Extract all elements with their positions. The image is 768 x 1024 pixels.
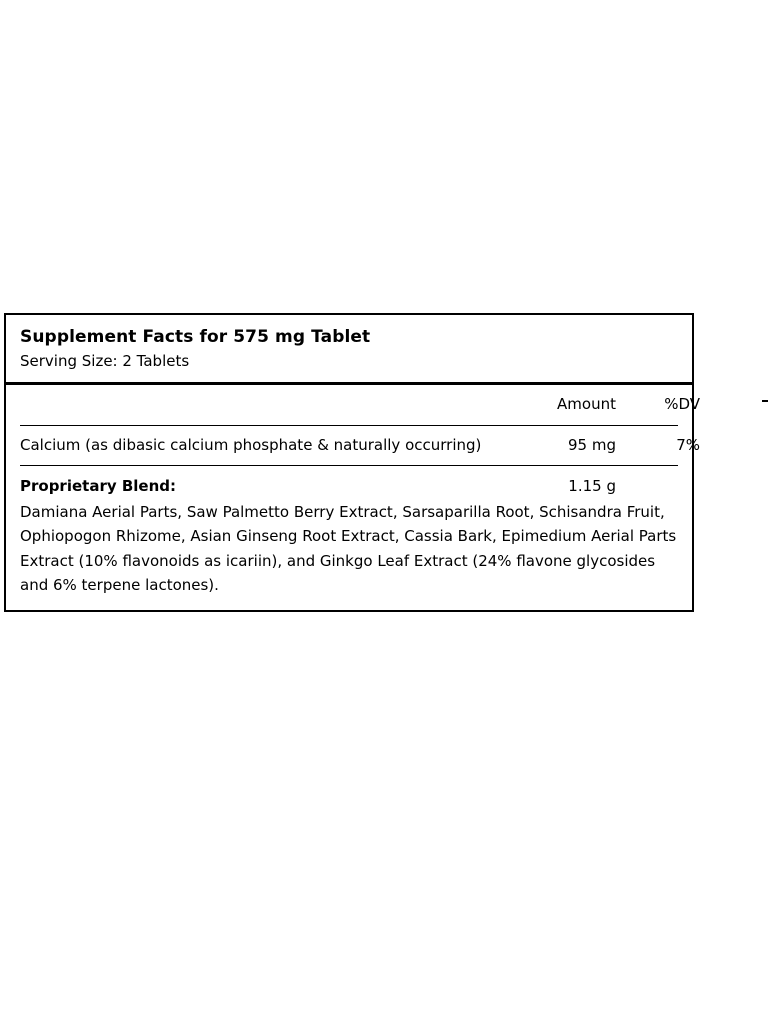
blend-ingredients: Damiana Aerial Parts, Saw Palmetto Berry Extract, Sarsaparilla Root, Schisandra Fruit, Ophiopogon Rhizome, Asian Ginseng Root Extract, Cassia Bark, Epimedium Aerial Parts Extract (10% flavonoids as icariin), and Ginkgo Leaf Extract (24% flavone glycosides and 6% terpene lactones).	[20, 502, 677, 595]
table-row	[6, 466, 714, 500]
nutrient-amount: 95 mg	[568, 435, 616, 454]
nutrient-name: Calcium (as dibasic calcium phosphate & naturally occurring)	[20, 435, 482, 454]
edge-tick-mark	[762, 400, 768, 402]
nutrient-dv: 7%	[676, 435, 700, 454]
table-header-row	[6, 385, 714, 425]
column-header-dv: %DV	[664, 395, 700, 414]
page-title: Supplement Facts for 575 mg Tablet	[20, 327, 371, 347]
blend-amount: 1.15 g	[568, 477, 616, 496]
nutrient-rows	[6, 426, 714, 466]
serving-size-text: Serving Size: 2 Tablets	[20, 352, 190, 371]
supplement-facts-panel	[4, 313, 700, 612]
column-header-amount: Amount	[557, 395, 616, 414]
blend-row-table	[6, 466, 714, 500]
blend-label: Proprietary Blend:	[20, 477, 176, 496]
blend-dv	[626, 466, 714, 500]
facts-header	[6, 315, 692, 382]
table-row	[6, 426, 714, 466]
column-header-name	[6, 385, 496, 425]
nutrition-table	[6, 385, 714, 425]
